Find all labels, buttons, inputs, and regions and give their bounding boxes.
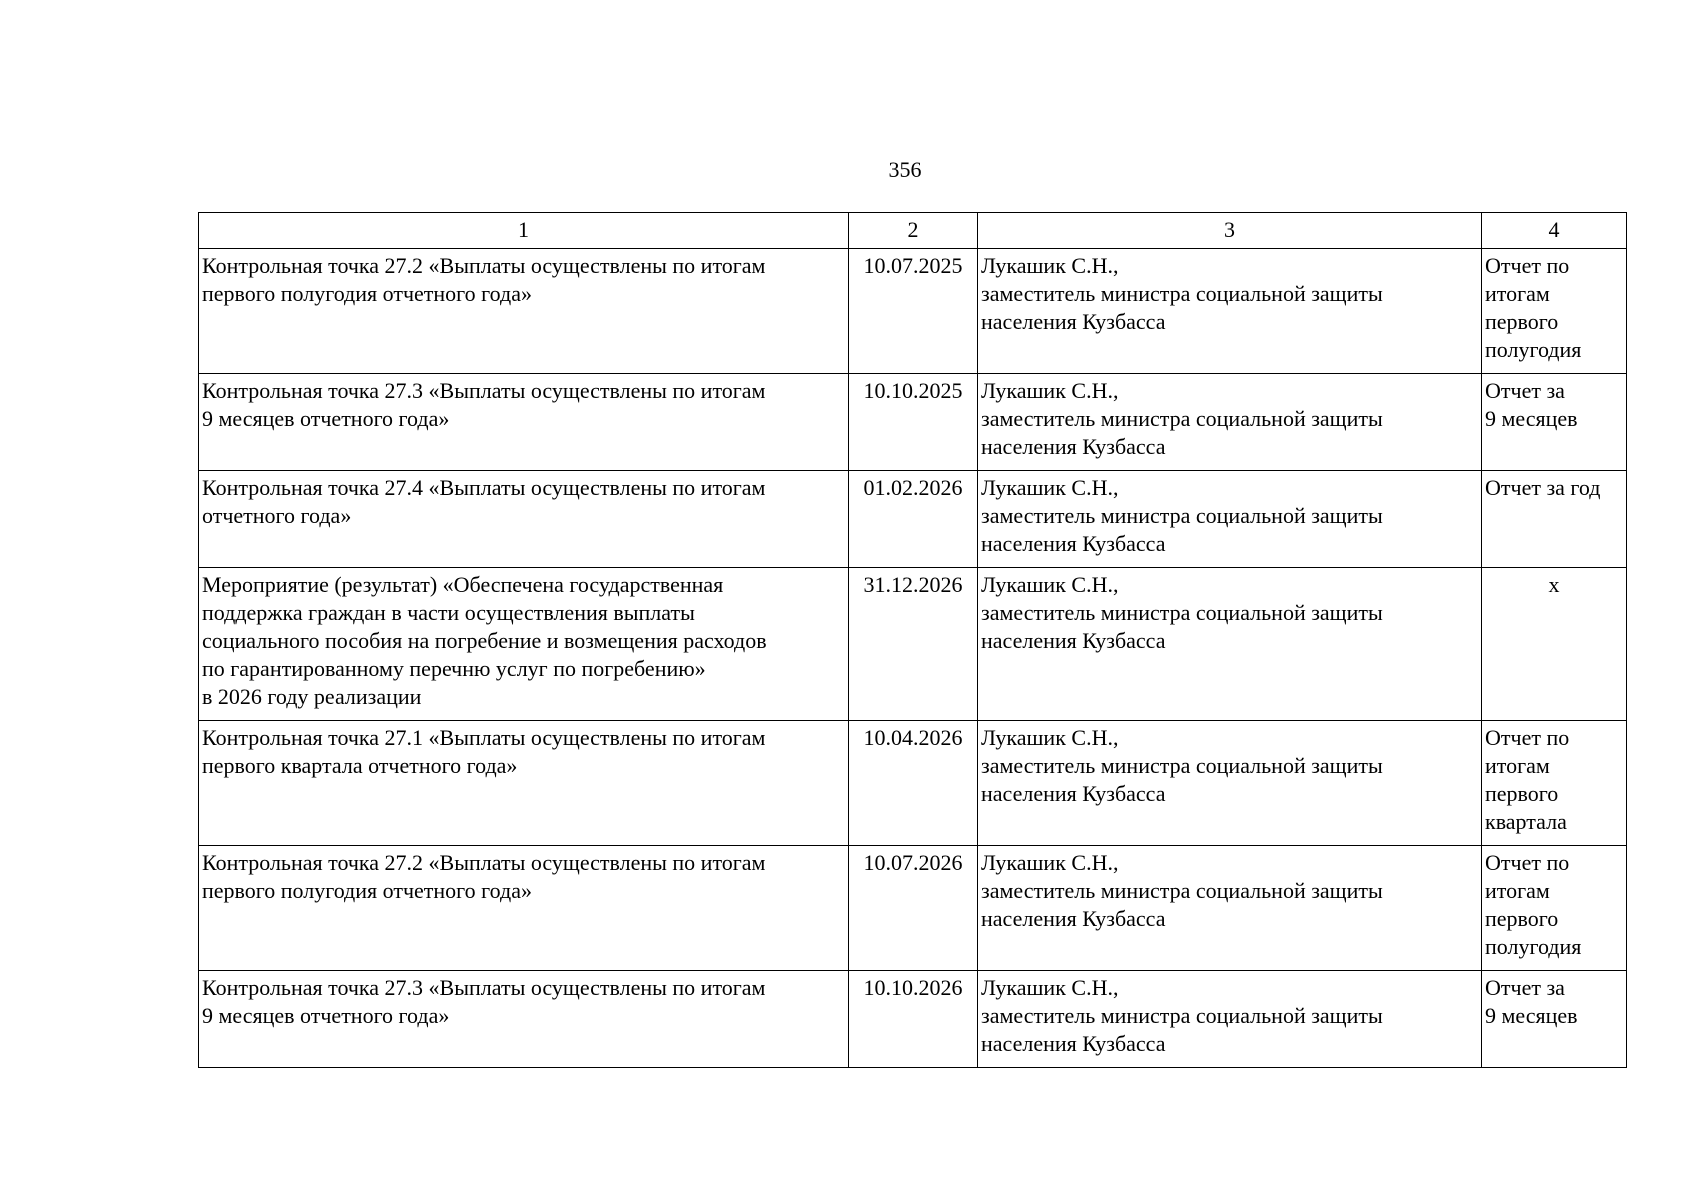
cell-line: 9 месяцев отчетного года» xyxy=(202,406,450,431)
cell-line: Отчет по xyxy=(1485,253,1570,278)
date-cell: 01.02.2026 xyxy=(849,471,978,568)
responsible-cell xyxy=(978,374,1482,471)
responsible-cell xyxy=(978,971,1482,1068)
date-cell: 10.07.2025 xyxy=(849,249,978,374)
header-cell: 4 xyxy=(1482,213,1627,249)
cell-line: первого полугодия отчетного года» xyxy=(202,281,532,306)
table-row xyxy=(199,374,1627,471)
date-cell: 10.10.2026 xyxy=(849,971,978,1068)
cell-line: населения Кузбасса xyxy=(981,1031,1166,1056)
cell-line: первого xyxy=(1485,906,1559,931)
description-cell xyxy=(199,568,849,721)
table-row xyxy=(199,721,1627,846)
cell-line: заместитель министра социальной защиты xyxy=(981,503,1383,528)
table-row xyxy=(199,971,1627,1068)
responsible-cell xyxy=(978,249,1482,374)
cell-line: Лукашик С.Н., xyxy=(981,475,1119,500)
responsible-cell xyxy=(978,568,1482,721)
description-cell xyxy=(199,471,849,568)
cell-line: первого полугодия отчетного года» xyxy=(202,878,532,903)
result-cell xyxy=(1482,471,1627,568)
result-cell xyxy=(1482,568,1627,721)
cell-line: заместитель министра социальной защиты xyxy=(981,600,1383,625)
cell-line: Контрольная точка 27.4 «Выплаты осуществлены по итогам xyxy=(202,475,766,500)
table-row xyxy=(199,568,1627,721)
cell-line: Отчет по xyxy=(1485,850,1570,875)
page-number: 356 xyxy=(888,157,922,182)
cell-line: Отчет за xyxy=(1485,378,1565,403)
description-cell xyxy=(199,971,849,1068)
cell-line: квартала xyxy=(1485,809,1567,834)
cell-line: отчетного года» xyxy=(202,503,352,528)
cell-line: итогам xyxy=(1485,878,1550,903)
cell-line: 9 месяцев xyxy=(1485,1003,1578,1028)
table-row xyxy=(199,249,1627,374)
date-cell: 10.10.2025 xyxy=(849,374,978,471)
cell-line: первого квартала отчетного года» xyxy=(202,753,518,778)
result-cell xyxy=(1482,971,1627,1068)
cell-line: Лукашик С.Н., xyxy=(981,572,1119,597)
cell-line: первого xyxy=(1485,309,1559,334)
cell-line: Отчет за год xyxy=(1485,475,1601,500)
cell-line: населения Кузбасса xyxy=(981,434,1166,459)
result-cell xyxy=(1482,721,1627,846)
description-cell xyxy=(199,721,849,846)
table-row xyxy=(199,471,1627,568)
schedule-table xyxy=(198,212,1627,1068)
cell-line: населения Кузбасса xyxy=(981,309,1166,334)
result-cell xyxy=(1482,846,1627,971)
cell-line: полугодия xyxy=(1485,934,1582,959)
date-cell: 31.12.2026 xyxy=(849,568,978,721)
responsible-cell xyxy=(978,721,1482,846)
responsible-cell xyxy=(978,846,1482,971)
cell-line: первого xyxy=(1485,781,1559,806)
cell-line: Отчет за xyxy=(1485,975,1565,1000)
cell-line: Контрольная точка 27.2 «Выплаты осуществлены по итогам xyxy=(202,253,766,278)
cell-line: полугодия xyxy=(1485,337,1582,362)
cell-line: Контрольная точка 27.2 «Выплаты осуществлены по итогам xyxy=(202,850,766,875)
result-cell xyxy=(1482,249,1627,374)
description-cell xyxy=(199,249,849,374)
cell-line: заместитель министра социальной защиты xyxy=(981,1003,1383,1028)
cell-line: Контрольная точка 27.1 «Выплаты осуществлены по итогам xyxy=(202,725,766,750)
cell-line: населения Кузбасса xyxy=(981,628,1166,653)
cell-line: Мероприятие (результат) «Обеспечена государственная xyxy=(202,572,724,597)
header-cell: 3 xyxy=(978,213,1482,249)
date-cell: 10.07.2026 xyxy=(849,846,978,971)
cell-line: Лукашик С.Н., xyxy=(981,253,1119,278)
cell-line: 9 месяцев отчетного года» xyxy=(202,1003,450,1028)
cell-line: заместитель министра социальной защиты xyxy=(981,406,1383,431)
cell-line: итогам xyxy=(1485,753,1550,778)
cell-line: в 2026 году реализации xyxy=(202,684,422,709)
cell-line: социального пособия на погребение и возмещения расходов xyxy=(202,628,767,653)
cell-line: Контрольная точка 27.3 «Выплаты осуществлены по итогам xyxy=(202,378,766,403)
description-cell xyxy=(199,846,849,971)
cell-line: Отчет по xyxy=(1485,725,1570,750)
table-header-row xyxy=(199,213,1627,249)
cell-line: итогам xyxy=(1485,281,1550,306)
description-cell xyxy=(199,374,849,471)
cell-line: населения Кузбасса xyxy=(981,531,1166,556)
responsible-cell xyxy=(978,471,1482,568)
cell-line: 9 месяцев xyxy=(1485,406,1578,431)
cell-line: Лукашик С.Н., xyxy=(981,378,1119,403)
cell-line: Лукашик С.Н., xyxy=(981,850,1119,875)
cell-line: Контрольная точка 27.3 «Выплаты осуществлены по итогам xyxy=(202,975,766,1000)
table-row xyxy=(199,846,1627,971)
cell-line: заместитель министра социальной защиты xyxy=(981,281,1383,306)
cell-line: по гарантированному перечню услуг по погребению» xyxy=(202,656,706,681)
cell-line: заместитель министра социальной защиты xyxy=(981,753,1383,778)
header-cell: 2 xyxy=(849,213,978,249)
cell-line: заместитель министра социальной защиты xyxy=(981,878,1383,903)
cell-line: х xyxy=(1548,572,1560,597)
result-cell xyxy=(1482,374,1627,471)
cell-line: населения Кузбасса xyxy=(981,906,1166,931)
cell-line: Лукашик С.Н., xyxy=(981,975,1119,1000)
cell-line: населения Кузбасса xyxy=(981,781,1166,806)
date-cell: 10.04.2026 xyxy=(849,721,978,846)
cell-line: поддержка граждан в части осуществления выплаты xyxy=(202,600,695,625)
cell-line: Лукашик С.Н., xyxy=(981,725,1119,750)
header-cell: 1 xyxy=(199,213,849,249)
